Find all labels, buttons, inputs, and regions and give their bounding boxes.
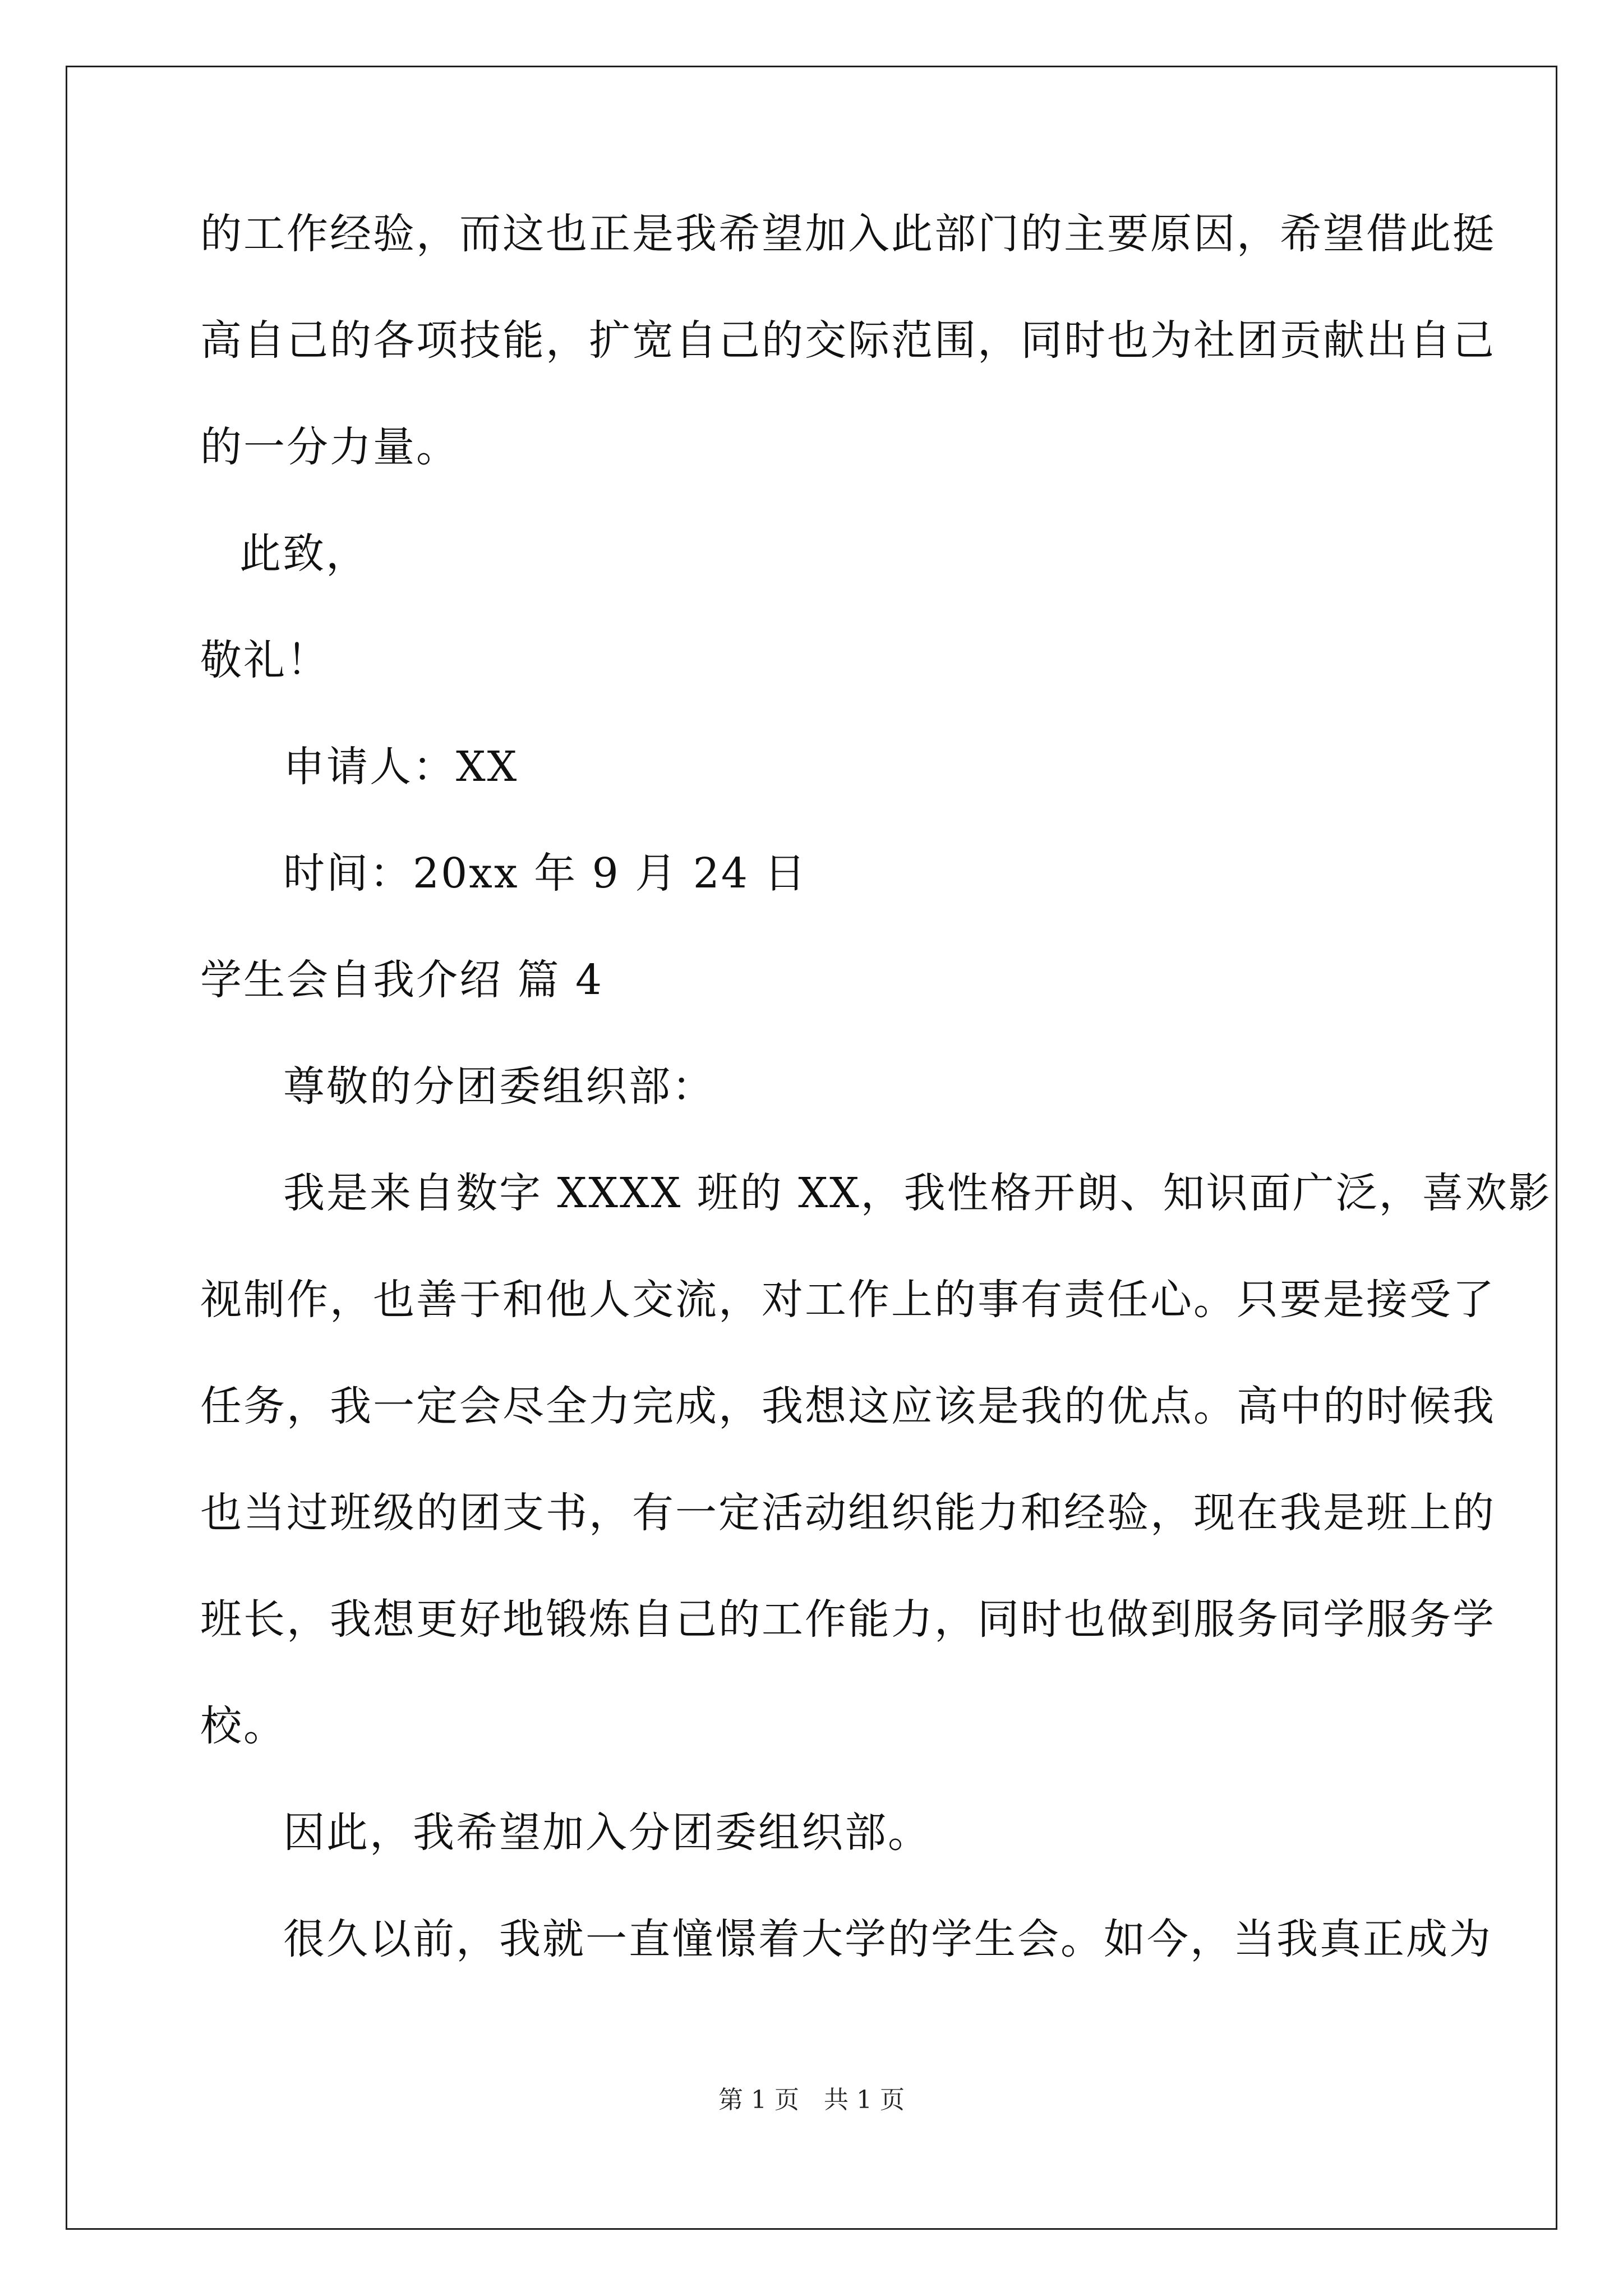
closing-respect: 敬礼！: [200, 636, 330, 684]
date-line: 时间：20xx 年 9 月 24 日: [283, 849, 808, 898]
document-body: [200, 210, 1552, 2025]
body-line: 的一分力量。: [200, 423, 459, 471]
body-line: 也当过班级的团支书，有一定活动组织能力和经验，现在我是班上的: [200, 1489, 1496, 1537]
greeting-line: 尊敬的分团委组织部：: [283, 1062, 715, 1111]
page-footer: 第 1 页 共 1 页: [718, 2086, 905, 2114]
body-line: 视制作，也善于和他人交流，对工作上的事有责任心。只要是接受了: [200, 1276, 1496, 1324]
body-line: 因此，我希望加入分团委组织部。: [283, 1809, 931, 1857]
section-heading: 学生会自我介绍 篇 4: [200, 956, 604, 1004]
applicant-line: 申请人：XX: [283, 743, 519, 791]
body-line: 高自己的各项技能，扩宽自己的交际范围，同时也为社团贡献出自己: [200, 316, 1496, 365]
body-line: 很久以前，我就一直憧憬着大学的学生会。如今，当我真正成为: [283, 1915, 1492, 1963]
body-line: 的工作经验，而这也正是我希望加入此部门的主要原因，希望借此挺: [200, 210, 1496, 258]
closing-salutation: 此致，: [239, 530, 369, 578]
body-line: 我是来自数字 XXXX 班的 XX，我性格开朗、知识面广泛，喜欢影: [283, 1169, 1552, 1217]
body-line: 任务，我一定会尽全力完成，我想这应该是我的优点。高中的时候我: [200, 1382, 1496, 1430]
body-line: 班长，我想更好地锻炼自己的工作能力，同时也做到服务同学服务学: [200, 1595, 1496, 1644]
body-line: 校。: [200, 1702, 287, 1750]
